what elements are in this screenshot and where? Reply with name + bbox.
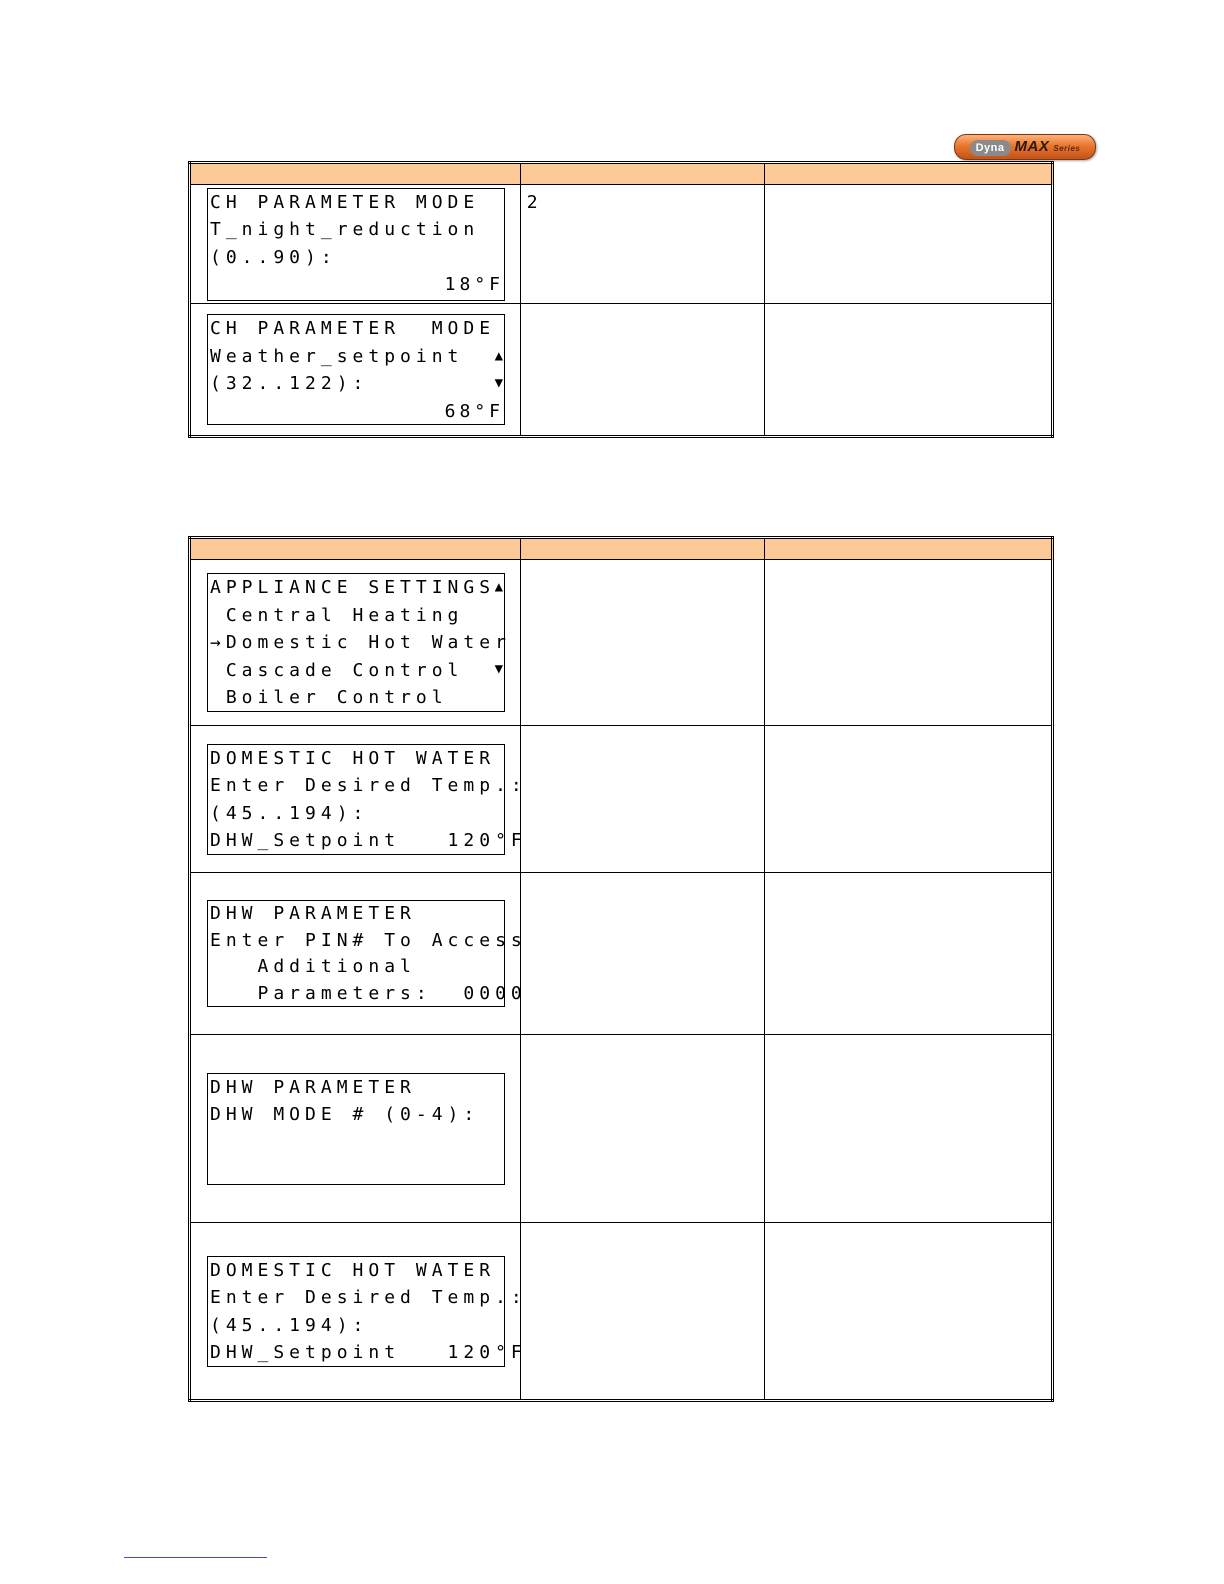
- notes-cell: [765, 304, 1053, 437]
- lcd-line: [208, 1156, 504, 1184]
- table-row: [190, 185, 1053, 304]
- lcd-display: [207, 744, 527, 855]
- description-cell: [521, 1223, 765, 1401]
- lcd-display: [207, 314, 505, 425]
- lcd-line: Enter Desired Temp.:: [210, 1287, 527, 1308]
- lcd-line: Central Heating: [210, 604, 464, 626]
- logo-text-series: Series: [1053, 144, 1081, 153]
- notes-cell: [765, 1035, 1053, 1223]
- header-cell-notes: [765, 538, 1053, 560]
- display-cell: [190, 304, 521, 437]
- display-cell: [190, 560, 521, 726]
- lcd-line: Additional: [210, 956, 416, 977]
- dynamax-logo: [954, 134, 1096, 160]
- header-cell-display: [190, 538, 521, 560]
- lcd-line: Parameters: 0000: [210, 982, 527, 1004]
- lcd-line: CH PARAMETER MODE 2: [210, 191, 543, 213]
- logo-text-dyna: Dyna: [970, 140, 1011, 156]
- lcd-line: CH PARAMETER MODE: [210, 318, 496, 339]
- lcd-display: [207, 1256, 527, 1367]
- description-cell: [521, 1035, 765, 1223]
- lcd-value: 18°F: [444, 274, 504, 295]
- lcd-line: [208, 1129, 504, 1157]
- display-cell: [190, 1035, 521, 1223]
- display-cell: [190, 873, 527, 1035]
- description-cell: [521, 185, 765, 304]
- lcd-line: DHW PARAMETER: [210, 903, 416, 924]
- lcd-line: T_night_reduction: [210, 219, 480, 240]
- display-cell: [190, 185, 543, 304]
- table-row: [190, 1035, 1053, 1223]
- notes-cell: [765, 873, 1053, 1035]
- header-cell-description: [521, 163, 765, 185]
- lcd-display: [207, 900, 527, 1007]
- display-cell: [190, 1223, 527, 1401]
- description-cell: [521, 873, 765, 1035]
- notes-cell: [765, 560, 1053, 726]
- down-arrow-icon: ▼: [494, 375, 503, 391]
- lcd-line: Enter Desired Temp.:: [210, 775, 527, 796]
- table-row: [190, 726, 1053, 873]
- footer-link-underline[interactable]: [124, 1557, 267, 1558]
- lcd-line: DHW PARAMETER: [210, 1076, 416, 1098]
- header-cell-display: [190, 163, 521, 185]
- table-row: [190, 560, 1053, 726]
- header-cell-notes: [765, 163, 1053, 185]
- lcd-line: DHW_Setpoint 120°F: [210, 1342, 527, 1363]
- lcd-display: [207, 1073, 505, 1185]
- lcd-line: DOMESTIC HOT WATER: [210, 1259, 496, 1281]
- lcd-line: DOMESTIC HOT WATER: [210, 747, 496, 769]
- lcd-line: Enter PIN# To Access: [210, 929, 527, 951]
- description-cell: [521, 304, 765, 437]
- lcd-line selected-item: →Domestic Hot Water: [210, 632, 511, 653]
- table-row: [190, 873, 1053, 1035]
- header-cell-description: [521, 538, 765, 560]
- up-arrow-icon: ▲: [494, 579, 503, 595]
- logo-text-max: MAX: [1014, 138, 1050, 155]
- dhw-settings-table: [188, 536, 1054, 1402]
- table-header-row: [190, 163, 1053, 185]
- lcd-line: DHW_Setpoint 120°F: [210, 830, 527, 851]
- lcd-line: (0..90):: [210, 246, 337, 268]
- lcd-line: APPLIANCE SETTINGS: [210, 577, 496, 598]
- ch-parameter-table: [188, 161, 1054, 438]
- lcd-line: Cascade Control: [210, 659, 464, 681]
- table-row: [190, 1223, 1053, 1401]
- lcd-display: [207, 573, 511, 712]
- notes-cell: [765, 185, 1053, 304]
- lcd-line: (45..194):: [210, 802, 369, 824]
- display-cell: [190, 726, 527, 873]
- lcd-display: [207, 188, 543, 301]
- lcd-line: Boiler Control: [210, 687, 448, 708]
- down-arrow-icon: ▼: [494, 661, 503, 677]
- description-cell: [521, 726, 765, 873]
- lcd-line: (32..122):: [210, 373, 369, 394]
- notes-cell: [765, 1223, 1053, 1401]
- up-arrow-icon: ▲: [494, 348, 503, 364]
- table-header-row: [190, 538, 1053, 560]
- lcd-value: 68°F: [444, 400, 504, 422]
- lcd-line: Weather_setpoint: [210, 345, 464, 367]
- notes-cell: [765, 726, 1053, 873]
- description-cell: [521, 560, 765, 726]
- lcd-line: (45..194):: [210, 1314, 369, 1336]
- table-row: [190, 304, 1053, 437]
- lcd-line: DHW MODE # (0-4):: [210, 1104, 480, 1125]
